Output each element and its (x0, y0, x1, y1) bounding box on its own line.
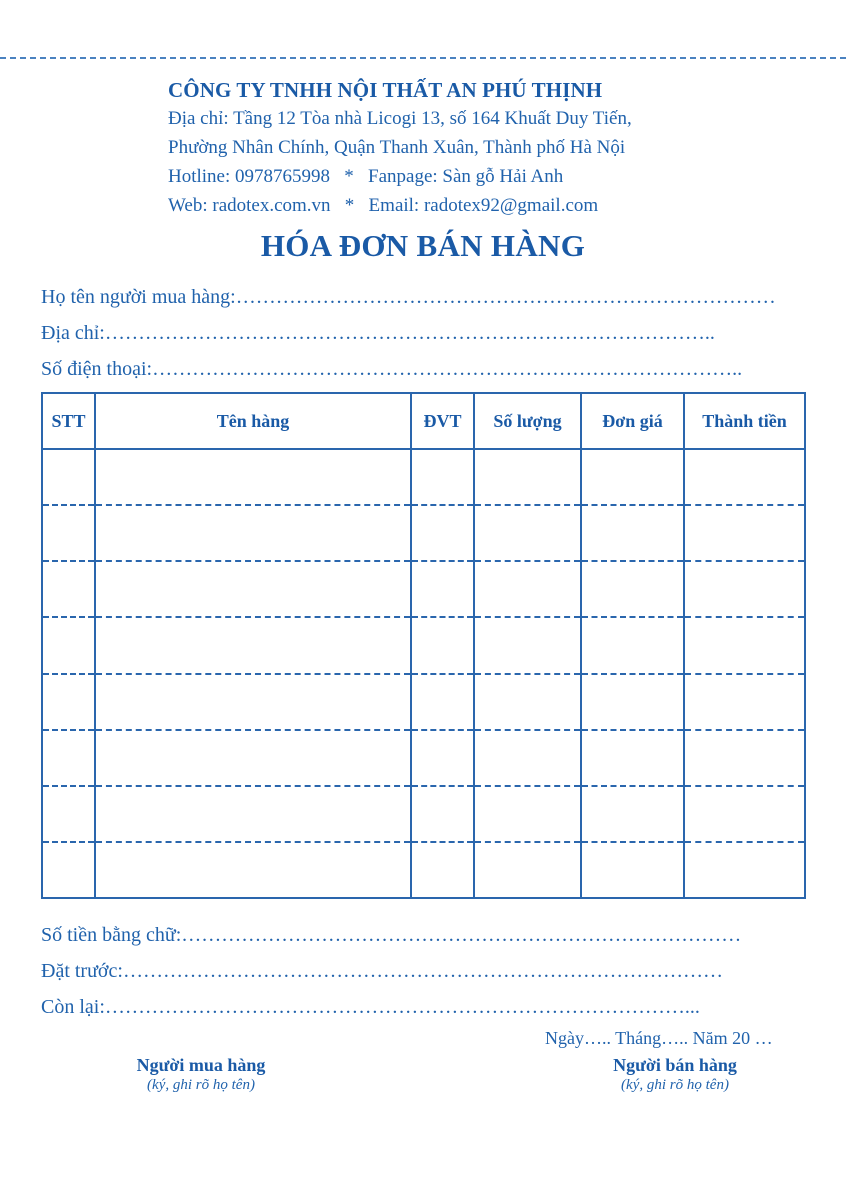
company-contact-web-email: Web: radotex.com.vn * Email: radotex92@gmail.com (168, 195, 599, 216)
column-header-quantity: Số lượng (474, 393, 581, 449)
company-address-line-1: Địa chỉ: Tầng 12 Tòa nhà Licogi 13, số 164 Khuất Duy Tiến, (168, 108, 632, 129)
cell-unit-price[interactable] (581, 786, 684, 842)
cell-amount[interactable] (684, 786, 805, 842)
company-header (168, 76, 632, 220)
table-row (42, 449, 805, 505)
buyer-phone-label: Số điện thoại: (41, 358, 153, 380)
cell-amount[interactable] (684, 842, 805, 898)
seller-signature-block[interactable] (565, 1054, 785, 1094)
cell-unit[interactable] (411, 505, 474, 561)
cell-unit-price[interactable] (581, 505, 684, 561)
column-header-unit: ĐVT (411, 393, 474, 449)
remaining-blank[interactable]: ……………………………………………………………………………... (104, 996, 700, 1018)
cell-unit[interactable] (411, 730, 474, 786)
cell-stt[interactable] (42, 730, 95, 786)
cell-stt[interactable] (42, 786, 95, 842)
deposit-label: Đặt trước: (41, 960, 123, 982)
column-header-unit-price: Đơn giá (581, 393, 684, 449)
table-row (42, 730, 805, 786)
cell-item-name[interactable] (95, 842, 411, 898)
column-header-stt: STT (42, 393, 95, 449)
cell-item-name[interactable] (95, 786, 411, 842)
cell-quantity[interactable] (474, 674, 581, 730)
cell-unit[interactable] (411, 786, 474, 842)
cell-quantity[interactable] (474, 842, 581, 898)
buyer-signature-block[interactable] (91, 1054, 311, 1094)
cell-item-name[interactable] (95, 674, 411, 730)
cell-stt[interactable] (42, 505, 95, 561)
cell-quantity[interactable] (474, 786, 581, 842)
remaining-field[interactable] (41, 994, 806, 1020)
buyer-phone-blank[interactable]: …………………………………………………………………………….. (152, 358, 743, 380)
seller-signature-role: Người bán hàng (613, 1055, 737, 1075)
table-row (42, 617, 805, 673)
company-address-line-2: Phường Nhân Chính, Quận Thanh Xuân, Thành phố Hà Nội (168, 137, 626, 158)
table-header-row (42, 393, 805, 449)
buyer-name-field[interactable] (41, 284, 806, 310)
table-row (42, 842, 805, 898)
cell-quantity[interactable] (474, 730, 581, 786)
seller-signature-hint: (ký, ghi rõ họ tên) (621, 1077, 729, 1093)
cell-quantity[interactable] (474, 561, 581, 617)
company-name: CÔNG TY TNHH NỘI THẤT AN PHÚ THỊNH (168, 78, 603, 102)
invoice-title: HÓA ĐƠN BÁN HÀNG (260, 228, 586, 263)
table-row (42, 674, 805, 730)
cut-line-divider (0, 57, 846, 59)
cell-amount[interactable] (684, 561, 805, 617)
cell-quantity[interactable] (474, 617, 581, 673)
buyer-signature-hint: (ký, ghi rõ họ tên) (147, 1077, 255, 1093)
deposit-field[interactable] (41, 958, 806, 984)
amount-in-words-label: Số tiền bằng chữ: (41, 924, 182, 946)
cell-stt[interactable] (42, 674, 95, 730)
cell-item-name[interactable] (95, 505, 411, 561)
cell-stt[interactable] (42, 449, 95, 505)
cell-amount[interactable] (684, 674, 805, 730)
buyer-name-blank[interactable]: ……………………………………………………………………… (235, 286, 776, 308)
buyer-address-blank[interactable]: ……………………………………………………………………………….. (104, 322, 715, 344)
buyer-signature-role: Người mua hàng (136, 1055, 266, 1075)
cell-item-name[interactable] (95, 730, 411, 786)
cell-stt[interactable] (42, 617, 95, 673)
remaining-label: Còn lại: (41, 996, 105, 1018)
table-row (42, 786, 805, 842)
cell-amount[interactable] (684, 617, 805, 673)
column-header-amount: Thành tiền (684, 393, 805, 449)
deposit-blank[interactable]: ……………………………………………………………………………… (122, 960, 723, 982)
cell-stt[interactable] (42, 561, 95, 617)
buyer-phone-field[interactable] (41, 356, 806, 382)
cell-unit-price[interactable] (581, 617, 684, 673)
cell-unit[interactable] (411, 449, 474, 505)
cell-amount[interactable] (684, 505, 805, 561)
amount-in-words-blank[interactable]: ………………………………………………………………………… (181, 924, 742, 946)
cell-unit-price[interactable] (581, 674, 684, 730)
buyer-address-field[interactable] (41, 320, 806, 346)
table-row (42, 561, 805, 617)
table-row (42, 505, 805, 561)
amount-in-words-field[interactable] (41, 922, 806, 948)
cell-unit-price[interactable] (581, 561, 684, 617)
buyer-name-label: Họ tên người mua hàng: (41, 286, 236, 308)
items-table (41, 392, 806, 899)
cell-quantity[interactable] (474, 449, 581, 505)
cell-unit[interactable] (411, 674, 474, 730)
cell-amount[interactable] (684, 449, 805, 505)
cell-stt[interactable] (42, 842, 95, 898)
company-contact-hotline-fanpage: Hotline: 0978765998 * Fanpage: Sàn gỗ Hải Anh (168, 166, 564, 187)
cell-unit[interactable] (411, 561, 474, 617)
cell-unit-price[interactable] (581, 730, 684, 786)
cell-item-name[interactable] (95, 561, 411, 617)
column-header-item-name: Tên hàng (95, 393, 411, 449)
cell-unit-price[interactable] (581, 842, 684, 898)
cell-quantity[interactable] (474, 505, 581, 561)
cell-amount[interactable] (684, 730, 805, 786)
cell-unit[interactable] (411, 842, 474, 898)
date-line[interactable]: Ngày….. Tháng….. Năm 20 … (545, 1028, 773, 1048)
cell-unit[interactable] (411, 617, 474, 673)
buyer-address-label: Địa chỉ: (41, 322, 105, 344)
cell-item-name[interactable] (95, 449, 411, 505)
cell-unit-price[interactable] (581, 449, 684, 505)
cell-item-name[interactable] (95, 617, 411, 673)
